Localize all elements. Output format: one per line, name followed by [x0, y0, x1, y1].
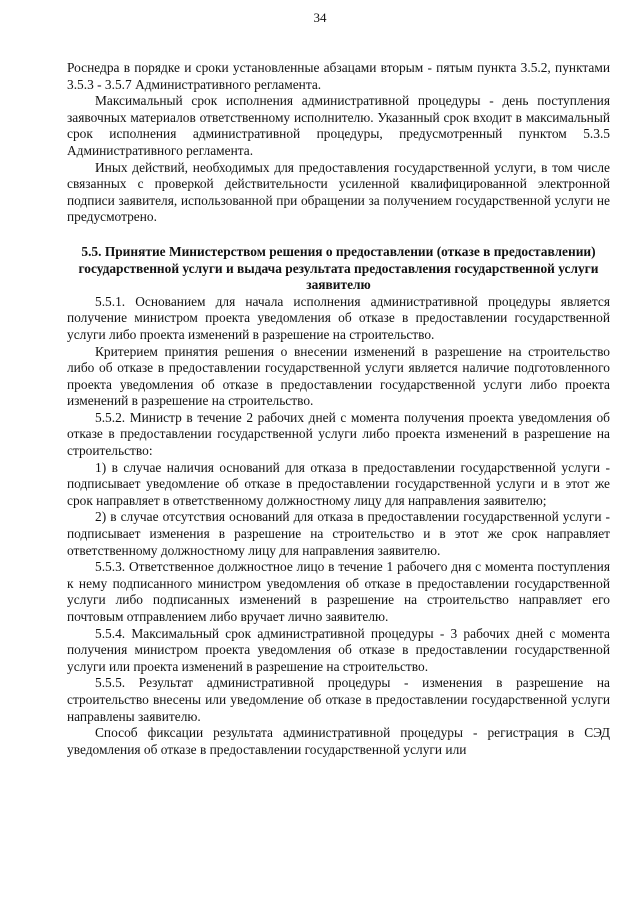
paragraph-5-5-5: 5.5.5. Результат административной процедуры - изменения в разрешение на строительство внесены или уведомление об отказе в предоставлении государственной услуги направлены заявителю.: [67, 675, 610, 724]
paragraph-5-5-2: 5.5.2. Министр в течение 2 рабочих дней с момента получения проекта уведомления об отказе в предоставлении государственной услуги либо проекта изменений в разрешение на строительство:: [67, 409, 610, 459]
paragraph-other-actions: Иных действий, необходимых для предоставления государственной услуги, в том числе связанных с проверкой действительности усиленной квалифицированной электронной подписи заявителя, использованной при обращении за получением государственной услуги не предусмотрено.: [67, 159, 610, 225]
list-item-1: 1) в случае наличия оснований для отказа в предоставлении государственной услуги - подписывает уведомление об отказе в предоставлении государственной услуги и в этот же срок направляет в ответственному должностному лицу для направления заявителю;: [67, 459, 610, 508]
paragraph-5-5-1: 5.5.1. Основанием для начала исполнения административной процедуры является получение министром проекта уведомления об отказе в предоставлении государственной услуги либо проекта изменений в разрешение на строительство.: [67, 293, 610, 342]
paragraph-5-5-3: 5.5.3. Ответственное должностное лицо в течение 1 рабочего дня с момента поступления к нему подписанного министром уведомления об отказе в предоставлении государственной услуги либо подписанных изменений в разрешение на строительство направляет его почтовым отправлением либо вручает лично заявителю.: [67, 559, 610, 624]
list-item-2: 2) в случае отсутствия оснований для отказа в предоставлении государственной услуги - подписывает изменения в разрешение на строительство и в этот же срок направляет ответственному должностному лицу для направления заявителю.: [67, 509, 610, 558]
body-text: [67, 60, 610, 758]
page-number: 34: [313, 10, 327, 25]
paragraph-max-term: Максимальный срок исполнения административной процедуры - день поступления заявочных материалов ответственному исполнителю. Указанный срок входит в максимальный срок исполнения административной процедуры, предусмотренный пунктом 5.3.5 Административного регламента.: [67, 93, 610, 158]
paragraph-fixation-method: Способ фиксации результата административной процедуры - регистрация в СЭД уведомления об отказе в предоставлении государственной услуги или: [67, 725, 610, 757]
paragraph-5-5-4: 5.5.4. Максимальный срок административной процедуры - 3 рабочих дней с момента получения министром проекта уведомления об отказе в предоставлении государственной услуги или проекта изменений в разрешение на строительство.: [67, 625, 610, 674]
section-heading: 5.5. Принятие Министерством решения о предоставлении (отказе в предоставлении) государственной услуги и выдача результата предоставления государственной услуги заявителю: [78, 243, 599, 293]
paragraph-intro-continuation: Роснедра в порядке и сроки установленные абзацами вторым - пятым пункта 3.5.2, пунктами 3.5.3 - 3.5.7 Административного регламента.: [67, 60, 610, 92]
paragraph-criterion: Критерием принятия решения о внесении изменений в разрешение на строительство либо об отказе в предоставлении государственной услуги является наличие подготовленного проекта уведомления об отказе в предоставлении государственной услуги либо проекта изменений в разрешение на строительство.: [67, 343, 610, 409]
